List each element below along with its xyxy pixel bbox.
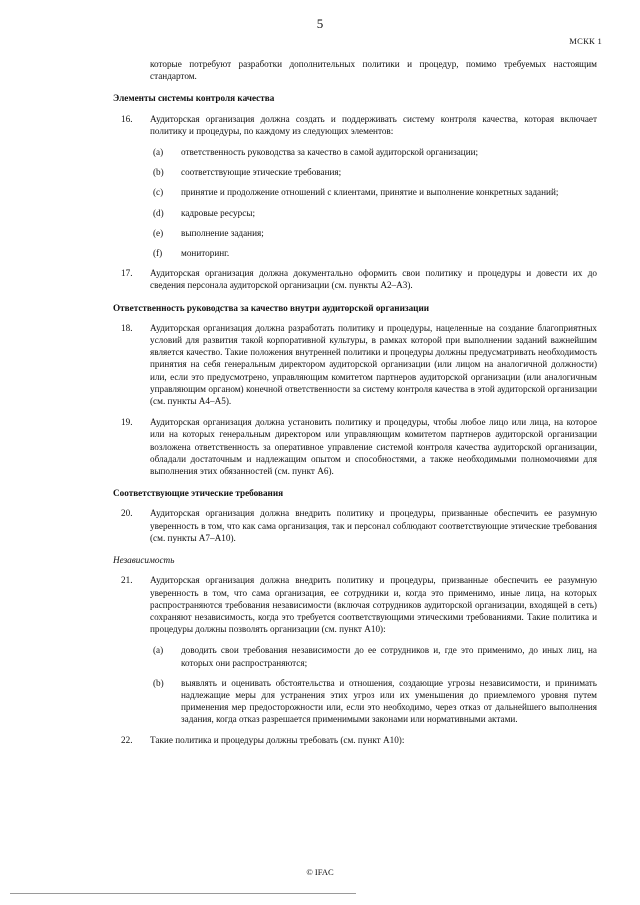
paragraph-text: Аудиторская организация должна установить политику и процедуры, чтобы любое лицо или лица, на которое или на которых генеральным директором или управляющим комитетом партнеров аудиторской организации возложена ответственность за оперативное управление системой контроля качества аудиторской организации, обладали достаточным и надлежащим опытом и способностями, а также необходимыми полномочиями для выполнения этих обязанностей (см. пункт А6).: [150, 417, 597, 477]
list-item-21b: [150, 677, 597, 726]
list-item-text: доводить свои требования независимости до ее сотрудников и, где это применимо, до иных лиц, на которых они распространяются;: [181, 645, 597, 668]
list-item-16d: [150, 207, 597, 219]
paragraph-number: 20.: [121, 508, 133, 519]
list-item-16b: [150, 166, 597, 178]
footer-copyright: © IFAC: [306, 867, 334, 877]
paragraph-21: [113, 574, 597, 635]
list-item-letter: (c): [153, 187, 164, 198]
paragraph-19: [113, 416, 597, 477]
paragraph-number: 19.: [121, 417, 133, 428]
list-item-text: мониторинг.: [181, 248, 230, 259]
intro-continuation: которые потребуют разработки дополнительных политики и процедур, помимо требуемых настоящим стандартом.: [150, 59, 597, 82]
list-item-16f: [150, 247, 597, 259]
list-item-letter: (b): [153, 677, 164, 688]
paragraph-20: [113, 507, 597, 544]
list-item-letter: (f): [153, 248, 163, 259]
paragraph-number: 21.: [121, 575, 133, 586]
paragraph-text: Аудиторская организация должна внедрить политику и процедуры, призванные обеспечить ее разумную уверенность в том, что сама организация, ее сотрудники и, когда это применимо, иные лица, на которых распространяются требования независимости (включая сотрудников аудиторской организации, входящей в сеть) сохраняют независимость, когда это требуется соответствующими этическими требованиями. Такие политика и процедуры должны позволять организации (см. пункт А10):: [150, 575, 597, 635]
paragraph-16: [113, 113, 597, 137]
paragraph-number: 16.: [121, 113, 133, 124]
list-item-text: принятие и продолжение отношений с клиентами, принятие и выполнение конкретных заданий;: [181, 187, 559, 198]
list-item-16e: [150, 227, 597, 239]
standard-code: МСКК 1: [569, 36, 602, 46]
list-item-text: соответствующие этические требования;: [181, 167, 342, 178]
paragraph-22: [113, 734, 597, 746]
list-item-letter: (e): [153, 227, 164, 238]
list-item-letter: (d): [153, 207, 164, 218]
page-content: [113, 58, 597, 755]
paragraph-18: [113, 322, 597, 407]
section-heading-leadership: Ответственность руководства за качество внутри аудиторской организации: [113, 302, 430, 313]
list-item-16a: [150, 146, 597, 158]
list-item-letter: (b): [153, 167, 164, 178]
paragraph-number: 17.: [121, 268, 133, 279]
list-item-text: выявлять и оценивать обстоятельства и отношения, создающие угрозы независимости, и принимать надлежащие меры для устранения этих угроз или их уменьшения до приемлемого уровня путем применения мер предосторожности или, если это необходимо, через отказ от дальнейшего выполнения задания, когда отказ разрешается применимыми законами или нормативными актами.: [181, 677, 597, 725]
subheading-independence: Независимость: [113, 555, 175, 566]
paragraph-text: Аудиторская организация должна создать и поддерживать систему контроля качества, которая включает политику и процедуры, по каждому из следующих элементов:: [150, 113, 597, 136]
paragraph-number: 22.: [121, 734, 133, 745]
list-item-letter: (a): [153, 645, 164, 656]
page-number: 5: [316, 16, 324, 31]
paragraph-text: Аудиторская организация должна внедрить политику и процедуры, призванные обеспечить ее разумную уверенность в том, что как сама организация, так и персонал соблюдают соответствующие этические требования (см. пункты А7–А10).: [150, 508, 597, 543]
scan-edge-line: [10, 893, 356, 894]
paragraph-17: [113, 267, 597, 291]
list-item-text: ответственность руководства за качество в самой аудиторской организации;: [181, 147, 479, 158]
paragraph-text: Такие политика и процедуры должны требовать (см. пункт А10):: [150, 734, 405, 745]
list-item-21a: [150, 644, 597, 668]
section-heading-elements: Элементы системы контроля качества: [113, 93, 275, 104]
section-heading-ethics: Соответствующие этические требования: [113, 488, 284, 499]
paragraph-text: Аудиторская организация должна разработать политику и процедуры, нацеленные на создание благоприятных условий для развития такой корпоративной культуры, в рамках которой при выполнении заданий важнейшим является качество. Такие положения внутренней политики и процедуры должны предусматривать необходимость принятия на себя генеральным директором аудиторской организации (или лицом на аналогичной должности) или, если это предусмотрено, управляющим комитетом партнеров аудиторской организации (или аналогичным управляющим органом) конечной ответственности за систему контроля качества в этой аудиторской организации (см. пункты А4–А5).: [150, 322, 597, 407]
paragraph-number: 18.: [121, 322, 133, 333]
list-item-16c: [150, 186, 597, 198]
paragraph-text: Аудиторская организация должна документально оформить свои политику и процедуры и довести их до сведения персонала аудиторской организации (см. пункты А2–А3).: [150, 268, 597, 291]
list-item-text: выполнение задания;: [181, 227, 264, 238]
list-item-text: кадровые ресурсы;: [181, 207, 255, 218]
list-item-letter: (a): [153, 147, 164, 158]
